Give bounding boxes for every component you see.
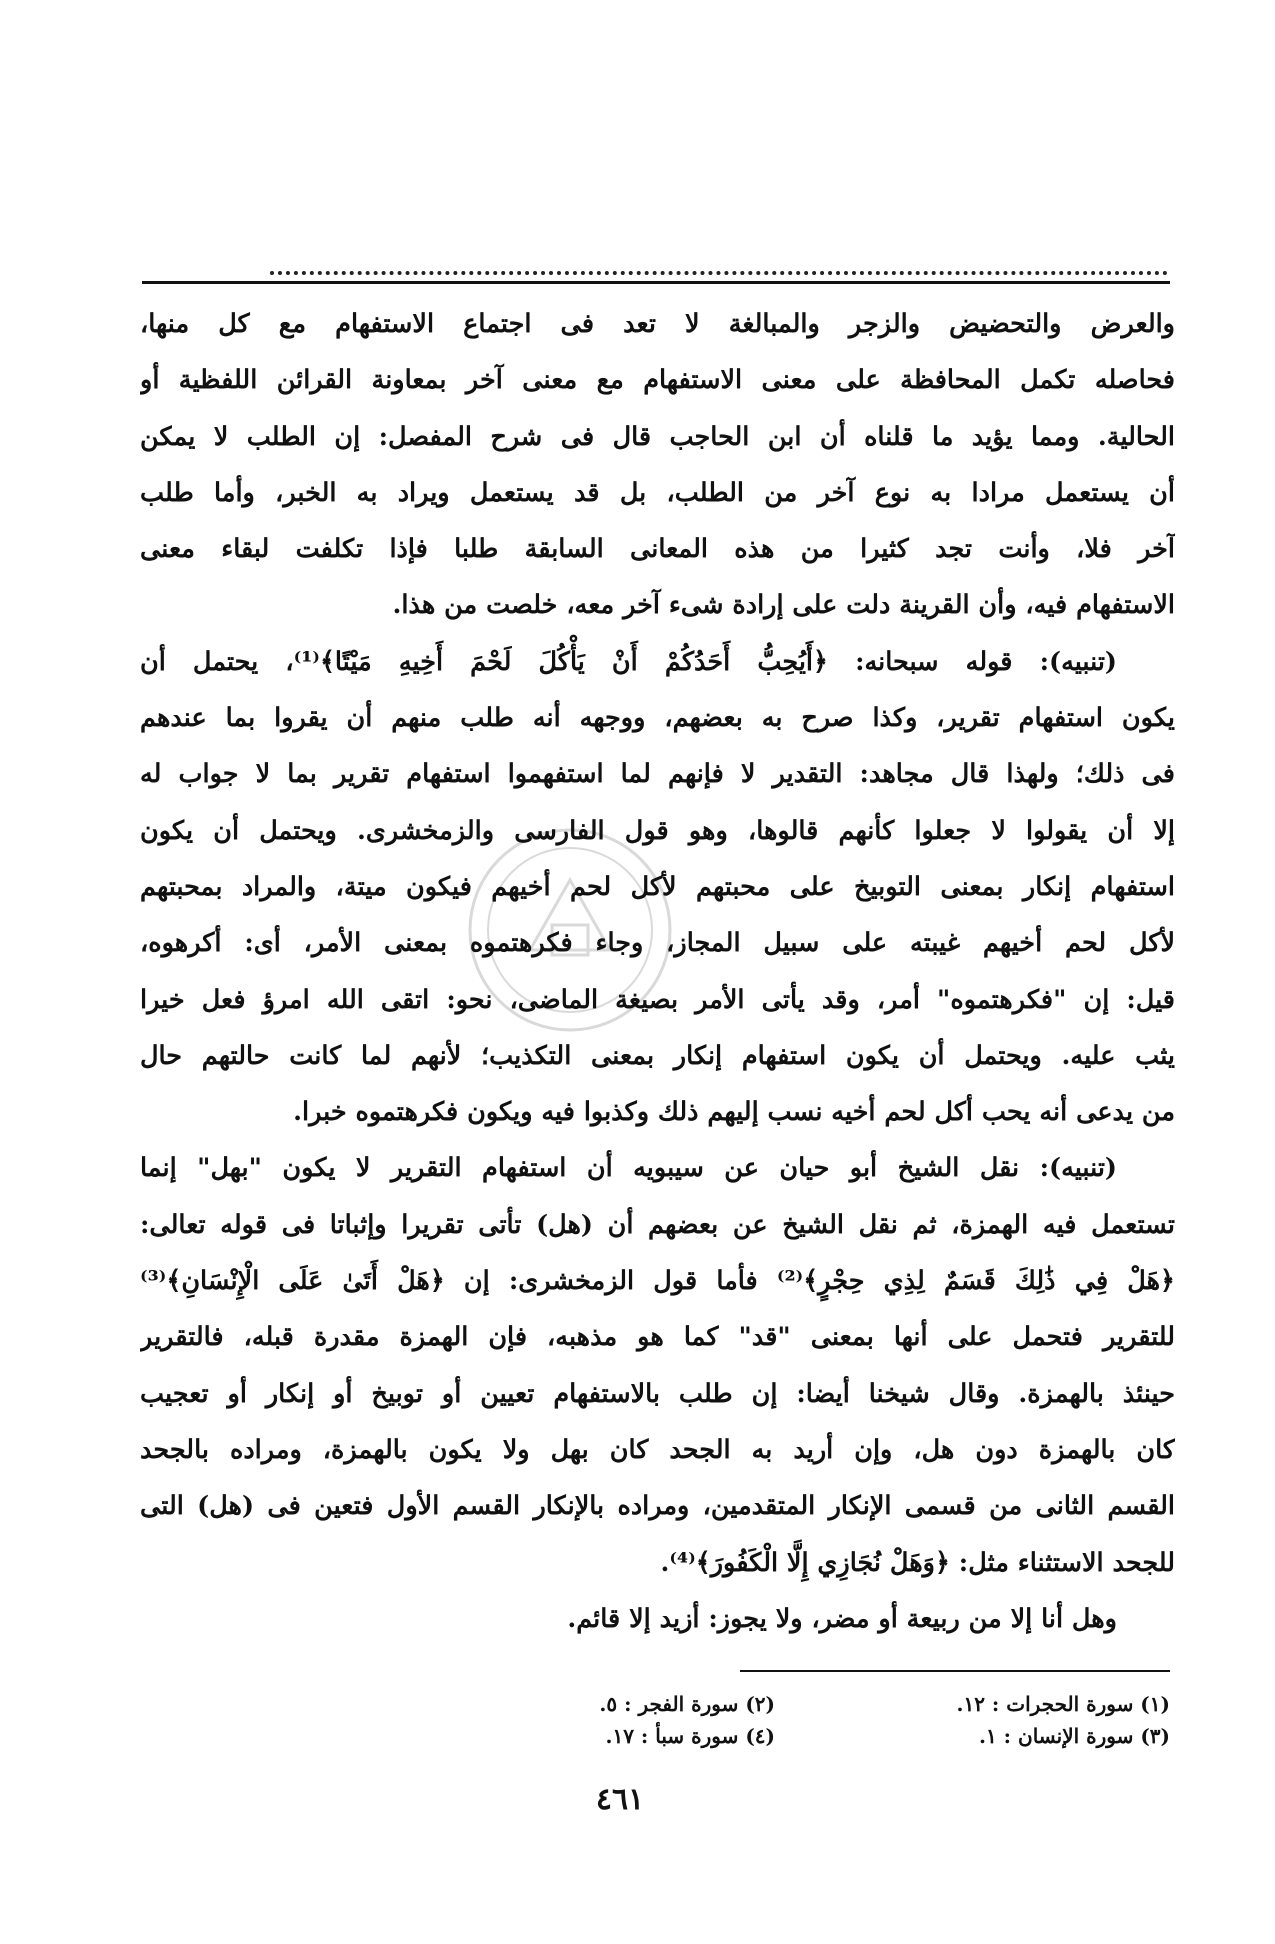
- text-line: القسم الثانى من قسمى الإنكار المتقدمين، ومراده بالإنكار القسم الأول فتعين فى (هل) التى: [140, 1491, 1175, 1522]
- footnote: (٤) سورة سبأ : ١٧.: [605, 1724, 775, 1748]
- text-line: إلا أن يقولوا لا جعلوا كأنهم قالوها، وهو قول الفارسى والزمخشرى. ويحتمل أن يكون: [140, 815, 1175, 846]
- header-dotted-rule: [270, 271, 1168, 275]
- text-line: حينئذ بالهمزة. وقال شيخنا أيضا: إن طلب بالاستفهام تعيين أو توبيخ أو إنكار أو تعجيب: [140, 1378, 1175, 1409]
- text-line: والعرض والتحضيض والزجر والمبالغة لا تعد فى اجتماع الاستفهام مع كل منها،: [140, 309, 1175, 339]
- text-line: وهل أنا إلا من ربيعة أو مضر، ولا يجوز: أزيد إلا قائم.: [567, 1603, 1117, 1634]
- text-line: فحاصله تكمل المحافظة على معنى الاستفهام مع معنى آخر بمعاونة القرائن اللفظية أو: [140, 365, 1175, 396]
- text-line: الاستفهام فيه، وأن القرينة دلت على إرادة شىء آخر معه، خلصت من هذا.: [392, 590, 1175, 621]
- text-line: يكون استفهام تقرير، وكذا صرح به بعضهم، ووجهه أنه طلب منهم أن يقروا بما عندهم: [140, 703, 1175, 734]
- text-line: للتقرير فتحمل على أنها بمعنى "قد" كما هو مذهبه، فإن الهمزة مقدرة قبله، فالتقرير: [140, 1322, 1175, 1353]
- text-line: الحالية. ومما يؤيد ما قلناه أن ابن الحاجب قال فى شرح المفصل: إن الطلب لا يمكن: [140, 421, 1175, 452]
- text-line: من يدعى أنه يحب أكل لحم أخيه نسب إليهم ذلك وكذبوا فيه ويكون فكرهتموه خبرا.: [293, 1097, 1175, 1128]
- text-line: للجحد الاستثناء مثل: ﴿وَهَلْ نُجَازِي إِلَّا الْكَفُورَ﴾⁽⁴⁾.: [660, 1547, 1175, 1578]
- main-text: [140, 296, 1175, 1647]
- footnotes: [380, 1688, 1170, 1752]
- text-line: كان بالهمزة دون هل، وإن أريد به الجحد كان بهل ولا يكون بالهمزة، ومراده بالجحد: [140, 1434, 1175, 1465]
- page-number: ٤٦١: [595, 1782, 645, 1817]
- footnote: (٢) سورة الفجر : ٥.: [599, 1692, 775, 1716]
- text-line: قيل: إن "فكرهتموه" أمر، وقد يأتى الأمر بصيغة الماضى، نحو: اتقى الله امرؤ فعل خيرا: [140, 984, 1175, 1015]
- footnote: (١) سورة الحجرات : ١٢.: [956, 1692, 1170, 1716]
- footnote: (٣) سورة الإنسان : ١.: [978, 1724, 1170, 1748]
- text-line: لأكل لحم أخيهم غيبته على سبيل المجاز، وجاء فكرهتموه بمعنى الأمر، أى: أكرهوه،: [140, 928, 1175, 959]
- text-line: ﴿هَلْ فِي ذَٰلِكَ قَسَمٌ لِذِي حِجْرٍ﴾⁽²⁾ فأما قول الزمخشرى: إن ﴿هَلْ أَتَىٰ عَلَى الْإِنْسَانِ﴾⁽³⁾: [140, 1266, 1175, 1297]
- text-line: استفهام إنكار بمعنى التوبيخ على محبتهم لأكل لحم أخيهم فيكون ميتة، والمراد بمحبتهم: [140, 871, 1175, 902]
- text-line: فى ذلك؛ ولهذا قال مجاهد: التقدير لا فإنهم لما استفهموا استفهام تقرير بما لا جواب له: [140, 759, 1175, 790]
- text-line: (تنبيه): قوله سبحانه: ﴿أَيُحِبُّ أَحَدُكُمْ أَنْ يَأْكُلَ لَحْمَ أَخِيهِ مَيْتًا﴾⁽¹⁾، يحتمل أن: [140, 646, 1117, 677]
- footnote-row: [380, 1720, 1170, 1752]
- text-line: آخر فلا، وأنت تجد كثيرا من هذه المعانى السابقة طلبا فإذا تكلفت لبقاء معنى: [140, 534, 1175, 565]
- text-line: يثب عليه. ويحتمل أن يكون استفهام إنكار بمعنى التكذيب؛ لأنهم لما كانت حالتهم حال: [140, 1040, 1175, 1071]
- text-line: (تنبيه): نقل الشيخ أبو حيان عن سيبويه أن استفهام التقرير لا يكون "بهل" إنما: [140, 1153, 1117, 1184]
- footnote-separator: [740, 1670, 1170, 1672]
- header-solid-rule: [142, 281, 1170, 284]
- footnote-row: [380, 1688, 1170, 1720]
- text-line: تستعمل فيه الهمزة، ثم نقل الشيخ عن بعضهم أن (هل) تأتى تقريرا وإثباتا فى قوله تعالى:: [140, 1209, 1175, 1240]
- text-line: أن يستعمل مرادا به نوع آخر من الطلب، بل قد يستعمل ويراد به الخبر، وأما طلب: [140, 477, 1175, 508]
